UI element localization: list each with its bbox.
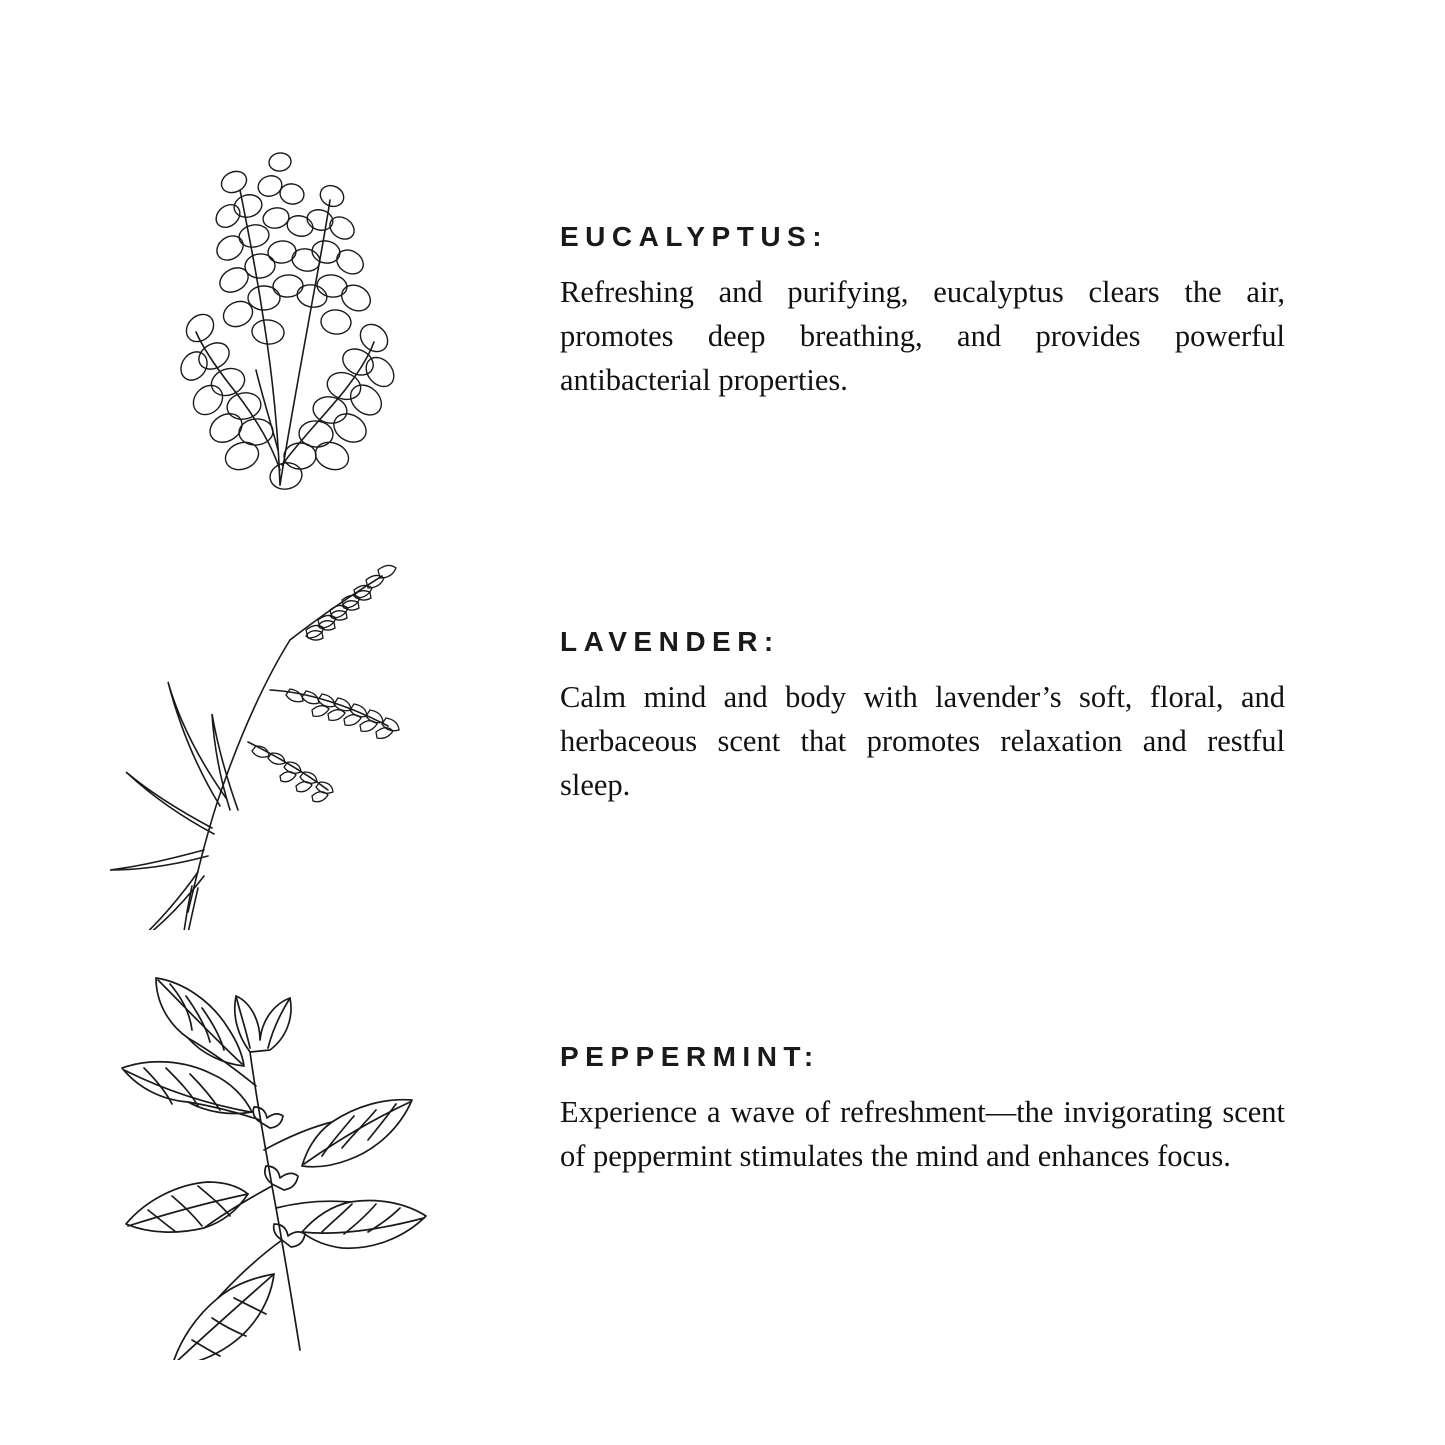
peppermint-sprig-icon [100,940,460,1360]
lavender-sprig-icon [70,510,490,930]
eucalyptus-text-column [560,60,1445,402]
peppermint-text-column [560,930,1445,1178]
lavender-description: Calm mind and body with lavender’s soft, floral, and herbaceous scent that promotes relaxation and restful sleep. [560,679,1285,803]
herb-entry-lavender [0,500,1445,940]
herb-entry-peppermint [0,930,1445,1390]
peppermint-heading: PEPPERMINT: [560,1041,820,1072]
peppermint-description: Experience a wave of refreshment—the invigorating scent of peppermint stimulates the mind and enhances focus. [560,1094,1285,1173]
lavender-heading: LAVENDER: [560,626,780,657]
eucalyptus-heading: EUCALYPTUS: [560,221,829,252]
peppermint-illustration-container [0,930,560,1360]
lavender-illustration-container [0,500,560,930]
eucalyptus-illustration-container [0,60,560,490]
eucalyptus-description: Refreshing and purifying, eucalyptus clears the air, promotes deep breathing, and provides powerful antibacterial properties. [560,274,1285,398]
herb-entry-eucalyptus [0,60,1445,510]
lavender-text-column [560,500,1445,807]
eucalyptus-sprig-icon [130,70,430,490]
